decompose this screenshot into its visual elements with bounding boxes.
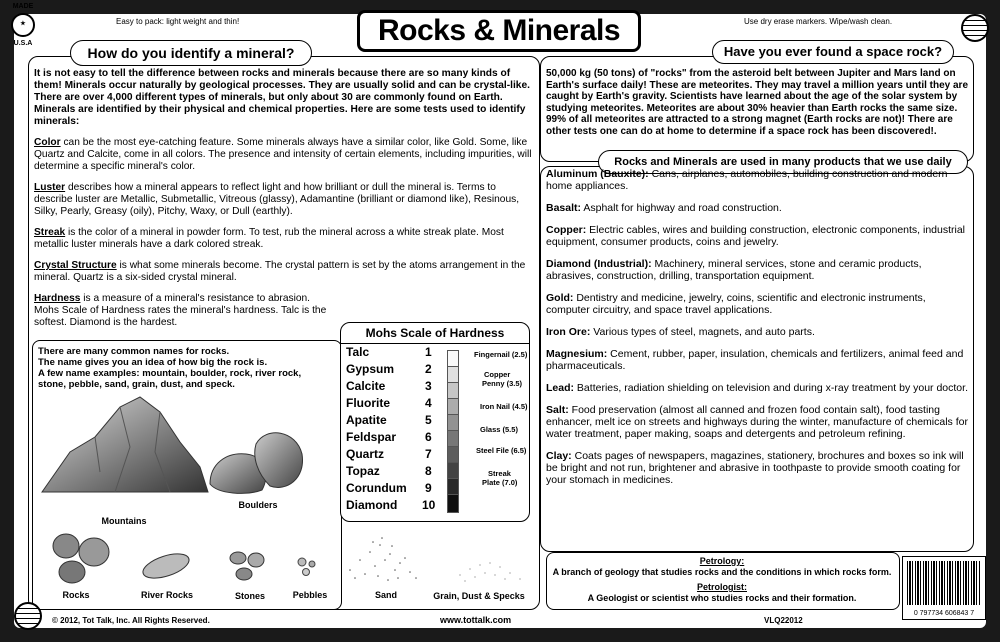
test-color (34, 137, 534, 173)
term-hardness: Hardness (34, 293, 81, 304)
petrologist-text: A Geologist or scientist who studies rocks and their formation. (587, 593, 857, 603)
product-item (546, 224, 970, 248)
mohs-title: Mohs Scale of Hardness (341, 323, 529, 344)
product-name: Copper: (546, 224, 587, 236)
label-sand: Sand (374, 590, 397, 600)
product-name: Iron Ore: (546, 326, 591, 338)
product-name: Lead: (546, 382, 575, 394)
globe-icon-footer (14, 602, 42, 630)
label-pebbles: Pebbles (292, 590, 328, 600)
product-uses: Batteries, radiation shielding on television and during x-ray treatment by your doctor. (574, 382, 968, 394)
product-uses: Cans, airplanes, automobiles, building construction and modern home appliances. (546, 168, 948, 192)
product-uses: Various types of steel, magnets, and auto parts. (590, 326, 815, 338)
page-title: Rocks & Minerals (357, 10, 641, 52)
text-streak: is the color of a mineral in powder form. To test, rub the mineral across a white streak plate. Most metallic luster minerals have a dark colored streak. (34, 227, 504, 250)
tool-copper-1: Copper (484, 370, 511, 379)
mohs-mineral-number: 4 (425, 396, 432, 410)
product-item (546, 450, 970, 486)
product-uses: Asphalt for highway and road construction. (581, 202, 782, 214)
left-note: Easy to pack: light weight and thin! (116, 17, 240, 26)
mohs-mineral-number: 1 (425, 345, 432, 359)
mohs-scale-swatch (447, 494, 459, 513)
product-item (546, 258, 970, 282)
product-uses: Machinery, mineral services, stone and ceramic products, abrasives, construction, drilling, transportation equipment. (546, 258, 922, 282)
mohs-mineral-number: 9 (425, 481, 432, 495)
rocks-illustration (50, 530, 116, 586)
label-mountains: Mountains (101, 516, 147, 526)
mohs-mineral-number: 5 (425, 413, 432, 427)
product-name: Salt: (546, 404, 569, 416)
boulders-illustration (206, 424, 306, 496)
stones-illustration (226, 548, 270, 582)
identify-text (34, 68, 534, 338)
test-hardness (34, 293, 334, 329)
tool-steel: Steel File (6.5) (476, 446, 527, 455)
test-crystal (34, 260, 534, 284)
definitions-text (546, 556, 898, 604)
product-name: Diamond (Industrial): (546, 258, 652, 270)
space-rock-text: 50,000 kg (50 tons) of "rocks" from the asteroid belt between Jupiter and Mars land on Earth's surface daily! These are meteorites. They may travel a million years until they are caught by Earth's gravity. Scientists have learned about the age of the solar system by studying meteorites. Meteorites are about 30% heavier than Earth rocks the same size. 99% of all meteorites are attracted to a strong magnet (Earth rocks are not)! There are other tests one can do at home to determine if a space rock has been discovered!. (546, 68, 969, 137)
mohs-mineral-name: Diamond (346, 498, 398, 512)
right-note: Use dry erase markers. Wipe/wash clean. (744, 17, 893, 26)
test-luster (34, 182, 534, 218)
term-color: Color (34, 137, 61, 148)
product-uses: Electric cables, wires and building construction, electronic components, industrial equipment, consumer products, coins and jewelry. (546, 224, 966, 248)
products-list (546, 168, 970, 548)
product-uses: Dentistry and medicine, jewelry, coins, scientific and electronic instruments, computer circuitry, and space travel applications. (546, 292, 926, 316)
petrologist-term: Petrologist: (696, 582, 747, 592)
made-in-usa-badge (2, 2, 44, 48)
identify-heading: How do you identify a mineral? (70, 40, 312, 66)
label-river-rocks: River Rocks (140, 590, 194, 600)
rock-names-intro-1: There are many common names for rocks. (38, 346, 230, 357)
mohs-mineral-number: 2 (425, 362, 432, 376)
mohs-mineral-name: Apatite (346, 413, 387, 427)
label-rocks: Rocks (62, 590, 90, 600)
tool-fingernail: Fingernail (2.5) (474, 350, 528, 359)
text-crystal: is what some minerals become. The crystal pattern is set by the atoms arrangement in the mineral. Quartz is a six-sided crystal mineral. (34, 260, 526, 283)
product-code: VLQ22012 (764, 616, 803, 625)
grain-illustration (450, 555, 530, 585)
product-name: Magnesium: (546, 348, 608, 360)
mohs-mineral-name: Calcite (346, 379, 386, 393)
mohs-mineral-number: 10 (422, 498, 436, 512)
label-grain: Grain, Dust & Specks (433, 591, 525, 601)
rock-names-intro (38, 346, 338, 390)
identify-intro: It is not easy to tell the difference between rocks and minerals because there are so many kinds of them! Minerals occur naturally by geological processes. They are usually solid and can be crystal-like. There are over 4,000 different types of minerals, but only about 30 are commonly found on Earth. Minerals are identified by their physical and chemical properties. Here are some tests used to identify minerals: (34, 68, 530, 127)
product-item (546, 404, 970, 440)
mohs-mineral-number: 8 (425, 464, 432, 478)
product-item (546, 382, 970, 394)
product-uses: Cement, rubber, paper, insulation, chemicals and fertilizers, animal feed and pharmaceuticals. (546, 348, 964, 372)
mohs-mineral-name: Topaz (346, 464, 380, 478)
test-streak (34, 227, 534, 251)
rock-names-intro-2: The name gives you an idea of how big the rock is. (38, 357, 268, 368)
tool-glass: Glass (5.5) (480, 425, 518, 434)
space-rock-heading: Have you ever found a space rock? (712, 40, 954, 64)
term-luster: Luster (34, 182, 66, 193)
sand-illustration (340, 530, 424, 586)
copyright: © 2012, Tot Talk, Inc. All Rights Reserved. (52, 616, 210, 625)
product-uses: Food preservation (almost all canned and frozen food contain salt), food tasting enhancer, melt ice on streets and highways during the winter, manufacture of chemicals for water treatment, paper making, soaps and detergents and petroleum refining. (546, 404, 968, 440)
product-item (546, 348, 970, 372)
mohs-mineral-name: Talc (346, 345, 370, 359)
pebbles-illustration (294, 554, 320, 580)
tool-streak-2: Plate (7.0) (482, 478, 518, 487)
product-name: Clay: (546, 450, 572, 462)
globe-icon (961, 14, 989, 42)
petrology-term: Petrology: (699, 556, 745, 566)
product-item (546, 168, 970, 192)
website-url: www.tottalk.com (440, 615, 512, 625)
products-heading: Rocks and Minerals are used in many products that we use daily (598, 150, 968, 174)
term-crystal: Crystal Structure (34, 260, 117, 271)
product-name: Basalt: (546, 202, 582, 214)
mohs-mineral-name: Fluorite (346, 396, 390, 410)
mohs-mineral-name: Quartz (346, 447, 385, 461)
text-luster: describes how a mineral appears to reflect light and how brilliant or dull the mineral is. Terms to describe luster are Metallic, Submetallic, Vitreous (glassy), Adamantine (brilliant or diamond like), Resinous, Silky, Pearly, Greasy (oily), Pitchy, Waxy, or Dull (earthly). (34, 182, 520, 217)
rock-names-intro-3: A few name examples: mountain, boulder, rock, river rock, (38, 368, 302, 379)
badge-bottom-text: U.S.A (13, 40, 33, 47)
mohs-mineral-number: 3 (425, 379, 432, 393)
mohs-mineral-number: 7 (425, 447, 432, 461)
tool-iron: Iron Nail (4.5) (480, 402, 528, 411)
mohs-mineral-name: Feldspar (346, 430, 397, 444)
label-stones: Stones (234, 591, 265, 601)
product-item (546, 202, 970, 214)
barcode-bars (907, 561, 981, 605)
product-item (546, 292, 970, 316)
badge-top-text: MADE (12, 3, 34, 10)
tool-streak-1: Streak (488, 469, 511, 478)
product-name: Aluminum (Bauxite): (546, 168, 649, 180)
barcode (902, 556, 986, 620)
text-color: can be the most eye-catching feature. Some minerals always have a similar color, like Gold. Some, like Quartz and Calcite, come in all colors. The presence and intensity of certain elements, including impurities, will determine a specific mineral's color. (34, 137, 532, 172)
label-boulders: Boulders (238, 500, 278, 510)
mohs-mineral-name: Gypsum (346, 362, 395, 376)
mountain-illustration (40, 392, 210, 497)
product-uses: Coats pages of newspapers, magazines, stationery, brochures and boxes so ink will be bright and not run, brightener and abrasive in toothpaste to provide smooth coating for your stomach in medicines. (546, 450, 964, 486)
mohs-mineral-number: 6 (425, 430, 432, 444)
petrology-text: A branch of geology that studies rocks and the conditions in which rocks form. (552, 567, 892, 577)
river-rocks-illustration (138, 550, 194, 584)
term-streak: Streak (34, 227, 66, 238)
mohs-mineral-name: Corundum (346, 481, 407, 495)
rock-names-intro-4: stone, pebble, sand, grain, dust, and speck. (38, 379, 235, 390)
tool-copper-2: Penny (3.5) (482, 379, 523, 388)
product-name: Gold: (546, 292, 574, 304)
barcode-digits: 0 797734 606843 7 (913, 610, 975, 617)
text-hardness: is a measure of a mineral's resistance to abrasion. Mohs Scale of Hardness rates the mineral's hardness. Talc is the softest. Diamond is the hardest. (34, 293, 327, 328)
star-seal-icon: ★ (11, 13, 35, 37)
product-item (546, 326, 970, 338)
